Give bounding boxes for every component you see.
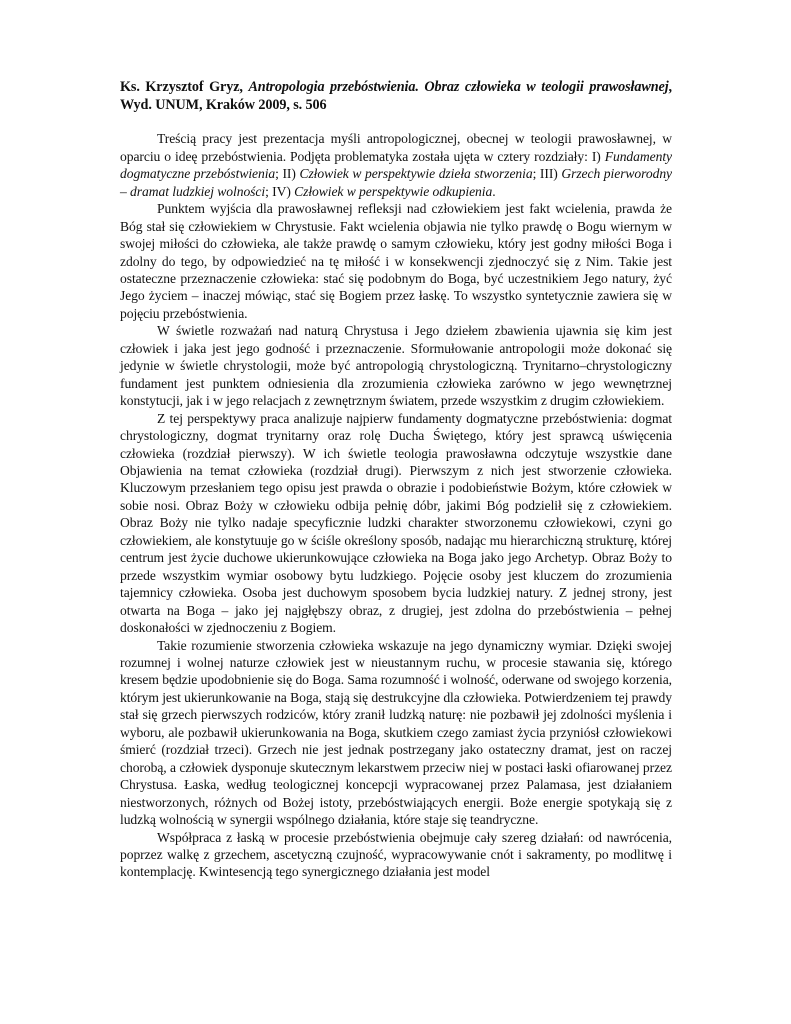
paragraph-text: ; IV)	[265, 183, 295, 199]
paragraph-text: ; III)	[532, 166, 562, 182]
paragraph-text: Treścią pracy jest prezentacja myśli antropologicznej, obecnej w teologii prawosławnej, w oparciu o ideę przebóstwienia. Podjęta problematyka została ujęta w cztery rozdziały: I)	[120, 131, 672, 164]
body-paragraph	[120, 410, 672, 637]
paragraph-text: Współpraca z łaską w procesie przebóstwienia obejmuje cały szereg działań: od nawrócenia, poprzez walkę z grzechem, ascetyczną czujność, wypracowywanie cnót i sakramenty, po modlitwę i kontemplację. Kwintesencją tego synergicznego działania jest model	[120, 829, 672, 880]
review-page	[120, 78, 672, 881]
heading-book-title: Antropologia przebóstwienia. Obraz człowieka w teologii prawosławnej	[248, 79, 669, 95]
paragraph-text: Takie rozumienie stworzenia człowieka wskazuje na jego dynamiczny wymiar. Dzięki swojej rozumnej i wolnej naturze człowiek jest w nieustannym ruchu, w procesie stawania się, którego kresem będzie upodobnienie się do Boga. Sama rozumność i wolność, oderwane od swojego korzenia, którym jest ukierunkowanie na Boga, stają się destrukcyjne dla człowieka. Potwierdzeniem tej prawdy stał się grzech pierwszych rodziców, który zranił ludzką naturę: nie pozbawił jej zdolności myślenia i wyboru, ale pozbawił ukierunkowania na Boga, skutkiem czego zamiast życia przyniósł człowiekowi śmierć (rozdział trzeci). Grzech nie jest jednak postrzegany jako ostateczny dramat, jest on raczej chorobą, a człowiek dysponuje skutecznym lekarstwem przeciw niej w postaci łaski ofiarowanej przez Chrystusa. Łaska, według teologicznej koncepcji wypracowanej przez Palamasa, jest działaniem niestworzonych, różnych od Bożej istoty, przebóstwiających energii. Boże energie spotykają się z ludzką wolnością w synergii wspólnego działania, które staje się teandryczne.	[120, 637, 672, 828]
body-paragraph	[120, 637, 672, 829]
paragraph-text: W świetle rozważań nad naturą Chrystusa i Jego dziełem zbawienia ujawnia się kim jest człowiek i jaka jest jego godność i przeznaczenie. Sformułowanie antropologii może dokonać się jedynie w świetle chrystologii, może być antropologią chrystologiczną. Trynitarno–chrystologiczny fundament jest punktem odniesienia dla zrozumienia człowieka zarówno w jego wewnętrznej konstytucji, jak i w jego relacjach z zewnętrznym światem, przede wszystkim z drugim człowiekiem.	[120, 323, 672, 409]
body-paragraph	[120, 200, 672, 322]
body-paragraph	[120, 829, 672, 881]
body-paragraph	[120, 322, 672, 409]
paragraph-text: ; II)	[275, 166, 300, 182]
heading-author: Ks. Krzysztof Gryz,	[120, 79, 243, 95]
paragraph-text: .	[492, 183, 496, 199]
body-paragraph	[120, 130, 672, 200]
review-heading	[120, 78, 672, 114]
paragraph-text: Z tej perspektywy praca analizuje najpierw fundamenty dogmatyczne przebóstwienia: dogmat chrystologiczny, dogmat trynitarny oraz rolę Ducha Świętego, który jest sprawcą uświęcenia człowieka (rozdział pierwszy). W ich świetle teologia prawosławna odczytuje wszystkie dane Objawienia na temat człowieka (rozdział drugi). Pierwszym z nich jest stworzenie człowieka. Kluczowym przesłaniem tego opisu jest prawda o obrazie i podobieństwie Bożym, które człowiek w sobie nosi. Obraz Boży w człowieku odbija pełnię dóbr, jakimi Bóg podzielił się z człowiekiem. Obraz Boży nie tylko nadaje specyficznie ludzki charakter stworzonemu człowiekowi, czyni go człowiekiem, ale konstytuuje go w ściśle określony sposób, nadając mu hierarchiczną strukturę, której centrum jest życie duchowe ukierunkowujące człowieka na Boga jako jego Archetyp. Obraz Boży to przede wszystkim wymiar osobowy bytu ludzkiego. Pojęcie osoby jest kluczem do zrozumienia tajemnicy człowieka. Osoba jest duchowym sposobem bycia ludzkiej natury. Z jednej strony, jest otwarta na Boga – jako jej najgłębszy obraz, z drugiej, jest zdolna do przebóstwienia – pełnej doskonałości w zjednoczeniu z Bogiem.	[120, 410, 672, 636]
italic-chapter-title: Człowiek w perspektywie odkupienia	[294, 183, 493, 199]
review-body	[120, 130, 672, 880]
italic-chapter-title: Grzech pierworodny – dramat ludzkiej wolności	[120, 166, 673, 199]
italic-chapter-title: Człowiek w perspektywie dzieła stworzenia	[299, 166, 533, 182]
italic-chapter-title: Fundamenty dogmatyczne przebóstwienia	[120, 148, 672, 182]
heading-publication-info: , Wyd. UNUM, Kraków 2009, s. 506	[120, 79, 672, 114]
paragraph-text: Punktem wyjścia dla prawosławnej refleksji nad człowiekiem jest fakt wcielenia, prawda że Bóg stał się człowiekiem w Chrystusie. Fakt wcielenia objawia nie tylko prawdę o Bogu wiernym w swojej miłości do człowieka, ale także prawdę o samym człowieku, który jest godny miłości Boga i zdolny do tego, by odpowiedzieć na tę miłość i w konsekwencji zjednoczyć się z Nim. Takie jest ostateczne przeznaczenie człowieka: stać się podobnym do Boga, być uczestnikiem Jego natury, żyć Jego życiem – inaczej mówiąc, stać się Bogiem przez łaskę. To wszystko syntetycznie zawiera się w pojęciu przebóstwienia.	[120, 201, 672, 321]
